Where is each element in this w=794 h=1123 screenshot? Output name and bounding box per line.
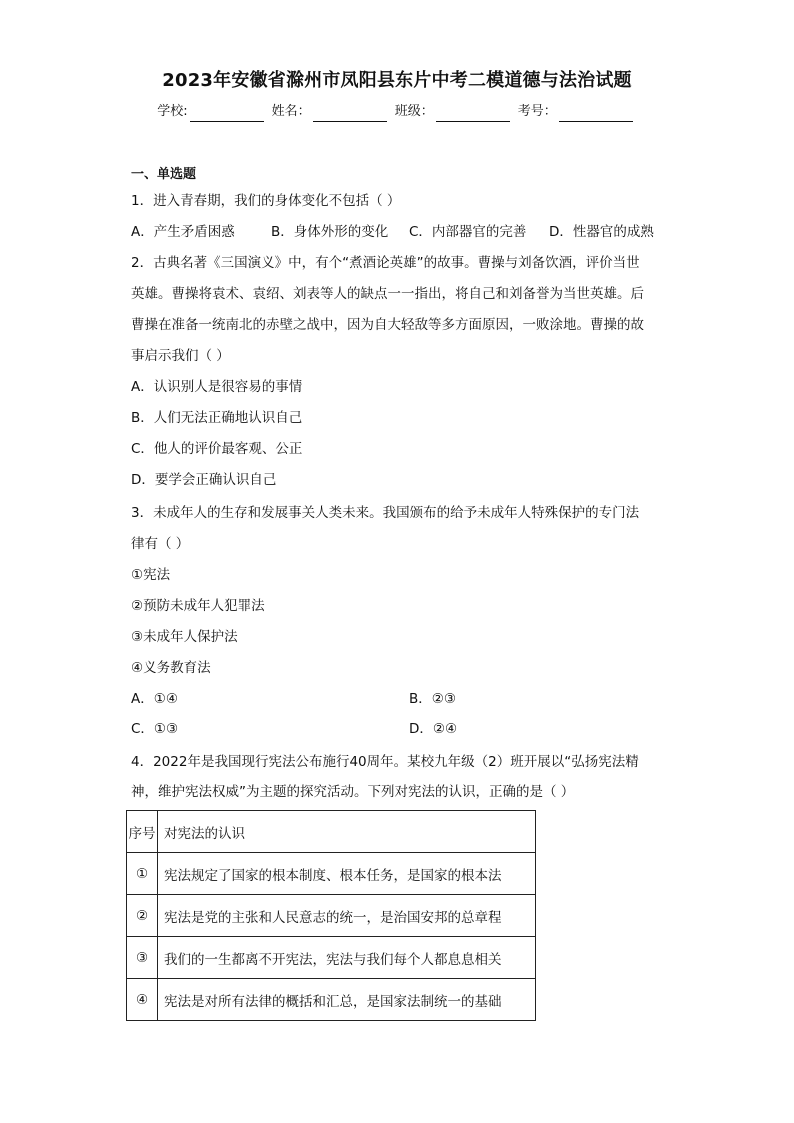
exam-number-blank[interactable] [559,106,633,122]
table-cell-content: 我们的一生都离不开宪法，宪法与我们每个人都息息相关 [158,937,536,979]
q3-item: ②预防未成年人犯罪法 [131,598,265,614]
q2-option-c[interactable]: C．他人的评价最客观、公正 [131,441,303,457]
q2-option-b[interactable]: B．人们无法正确地认识自己 [131,410,303,426]
q3-stem-line: 律有（ ） [131,536,190,552]
table-cell-content: 宪法是党的主张和人民意志的统一，是治国安邦的总章程 [158,895,536,937]
table-row [127,895,536,937]
q1-option-c[interactable]: C．内部器官的完善 [409,224,527,240]
table-cell-number: ① [127,853,158,895]
name-field [272,102,391,122]
class-blank[interactable] [436,106,510,122]
q3-item: ③未成年人保护法 [131,629,238,645]
q3-item: ①宪法 [131,567,171,583]
table-header-content: 对宪法的认识 [158,811,536,853]
q3-options-row2 [131,719,457,739]
table-cell-content: 宪法规定了国家的根本制度、根本任务，是国家的根本法 [158,853,536,895]
q2-option-d[interactable]: D．要学会正确认识自己 [131,472,277,488]
q2-stem-line: 事启示我们（ ） [131,348,230,364]
school-label: 学校: [157,104,188,119]
q4-table [126,810,536,1021]
table-row [127,853,536,895]
q4-stem-line: 神，维护宪法权威”为主题的探究活动。下列对宪法的认识，正确的是（ ） [131,784,575,800]
q3-stem-line: 3．未成年人的生存和发展事关人类未来。我国颁布的给予未成年人特殊保护的专门法 [131,505,640,521]
q3-option-c[interactable]: C．①③ [131,721,179,737]
q2-stem-line: 2．古典名著《三国演义》中，有个“煮酒论英雄”的故事。曹操与刘备饮酒，评价当世 [131,255,640,271]
class-field [395,102,514,122]
name-blank[interactable] [313,106,387,122]
table-row [127,937,536,979]
school-blank[interactable] [190,106,264,122]
table-cell-number: ④ [127,979,158,1021]
q3-option-a[interactable]: A．①④ [131,691,178,707]
q1-stem: 1．进入青春期，我们的身体变化不包括（ ） [131,193,401,209]
q2-stem-line: 曹操在准备一统南北的赤壁之战中，因为自大轻敌等多方面原因，一败涂地。曹操的故 [131,317,644,333]
section-title: 一、单选题 [131,167,197,182]
q1-option-a[interactable]: A．产生矛盾困惑 [131,224,235,240]
table-cell-number: ③ [127,937,158,979]
q3-option-b[interactable]: B．②③ [409,691,456,707]
student-info-row [0,102,794,122]
school-field [157,102,267,122]
q3-option-d[interactable]: D．②④ [409,721,458,737]
table-header-number: 序号 [127,811,158,853]
q1-option-d[interactable]: D．性器官的成熟 [549,224,654,240]
q2-option-a[interactable]: A．认识别人是很容易的事情 [131,379,303,395]
q3-options-row1 [131,689,456,709]
class-label: 班级： [394,104,434,119]
table-cell-number: ② [127,895,158,937]
table-header-row [127,811,536,853]
exam-number-label: 考号： [517,104,557,119]
table-row [127,979,536,1021]
q1-option-b[interactable]: B．身体外形的变化 [271,224,389,240]
exam-number-field [518,102,637,122]
q3-item: ④义务教育法 [131,660,211,676]
page-title: 2023年安徽省滁州市凤阳县东片中考二模道德与法治试题 [162,70,632,91]
q4-stem-line: 4．2022年是我国现行宪法公布施行40周年。某校九年级（2）班开展以“弘扬宪法精 [131,754,639,770]
table-cell-content: 宪法是对所有法律的概括和汇总，是国家法制统一的基础 [158,979,536,1021]
q1-options [131,222,654,242]
name-label: 姓名： [271,104,311,119]
q2-stem-line: 英雄。曹操将袁术、袁绍、刘表等人的缺点一一指出，将自己和刘备誉为当世英雄。后 [131,286,644,302]
